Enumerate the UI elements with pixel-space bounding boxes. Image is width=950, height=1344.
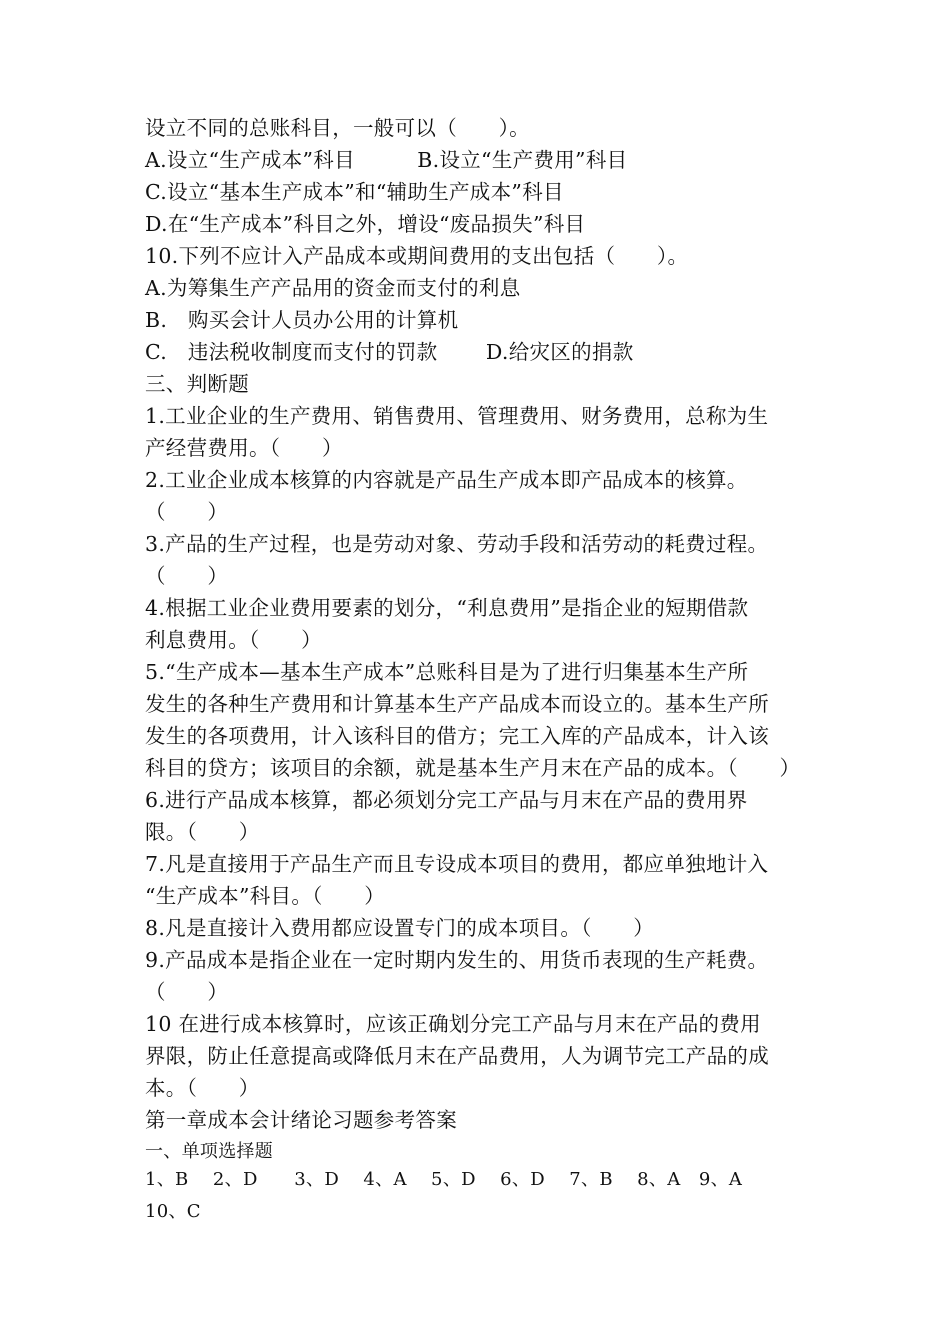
- text-line: 4.根据工业企业费用要素的划分，“利息费用”是指企业的短期借款: [145, 596, 749, 620]
- text-line: C. 违法税收制度而支付的罚款 D.给灾区的捐款: [145, 340, 634, 364]
- text-line: 10 在进行成本核算时，应该正确划分完工产品与月末在产品的费用: [145, 1012, 761, 1036]
- text-line: D.在“生产成本”科目之外，增设“废品损失”科目: [145, 212, 586, 236]
- text-line: 9.产品成本是指企业在一定时期内发生的、用货币表现的生产耗费。: [145, 948, 769, 972]
- text-line: 发生的各种生产费用和计算基本生产产品成本而设立的。基本生产所: [145, 692, 769, 716]
- answer-line: 10、C: [145, 1201, 201, 1222]
- text-line: 限。（ ）: [145, 820, 260, 844]
- section-heading: 三、判断题: [145, 372, 249, 396]
- text-line: （ ）: [145, 564, 229, 588]
- answer-subheading: 一、单项选择题: [145, 1141, 274, 1162]
- text-line: 6.进行产品成本核算，都必须划分完工产品与月末在产品的费用界: [145, 788, 748, 812]
- text-line: 5.“生产成本—基本生产成本”总账科目是为了进行归集基本生产所: [145, 660, 749, 684]
- text-line: 界限，防止任意提高或降低月末在产品费用，人为调节完工产品的成: [145, 1044, 769, 1068]
- text-line: 发生的各项费用，计入该科目的借方；完工入库的产品成本，计入该: [145, 724, 769, 748]
- answer-section-title: 第一章成本会计绪论习题参考答案: [145, 1108, 457, 1132]
- text-line: B. 购买会计人员办公用的计算机: [145, 308, 459, 332]
- text-line: 本。（ ）: [145, 1076, 260, 1100]
- text-line: 科目的贷方；该项目的余额，就是基本生产月末在产品的成本。（ ）: [145, 756, 801, 780]
- text-line: “生产成本”科目。（ ）: [145, 884, 386, 908]
- text-line: 利息费用。（ ）: [145, 628, 322, 652]
- text-line: 1.工业企业的生产费用、销售费用、管理费用、财务费用，总称为生: [145, 404, 769, 428]
- text-line: 10.下列不应计入产品成本或期间费用的支出包括（ ）。: [145, 244, 689, 268]
- text-line: （ ）: [145, 500, 229, 524]
- text-line: A.设立“生产成本”科目 B.设立“生产费用”科目: [145, 148, 628, 172]
- text-line: A.为筹集生产产品用的资金而支付的利息: [145, 276, 521, 300]
- text-line: 8.凡是直接计入费用都应设置专门的成本项目。（ ）: [145, 916, 655, 940]
- text-line: 产经营费用。（ ）: [145, 436, 343, 460]
- text-line: 7.凡是直接用于产品生产而且专设成本项目的费用，都应单独地计入: [145, 852, 769, 876]
- text-line: 2.工业企业成本核算的内容就是产品生产成本即产品成本的核算。: [145, 468, 748, 492]
- text-line: （ ）: [145, 980, 229, 1004]
- answer-line: 1、B 2、D 3、D 4、A 5、D 6、D 7、B 8、A 9、A: [145, 1169, 743, 1190]
- text-line: 设立不同的总账科目，一般可以（ ）。: [145, 116, 530, 140]
- text-line: C.设立“基本生产成本”和“辅助生产成本”科目: [145, 180, 564, 204]
- text-line: 3.产品的生产过程，也是劳动对象、劳动手段和活劳动的耗费过程。: [145, 532, 769, 556]
